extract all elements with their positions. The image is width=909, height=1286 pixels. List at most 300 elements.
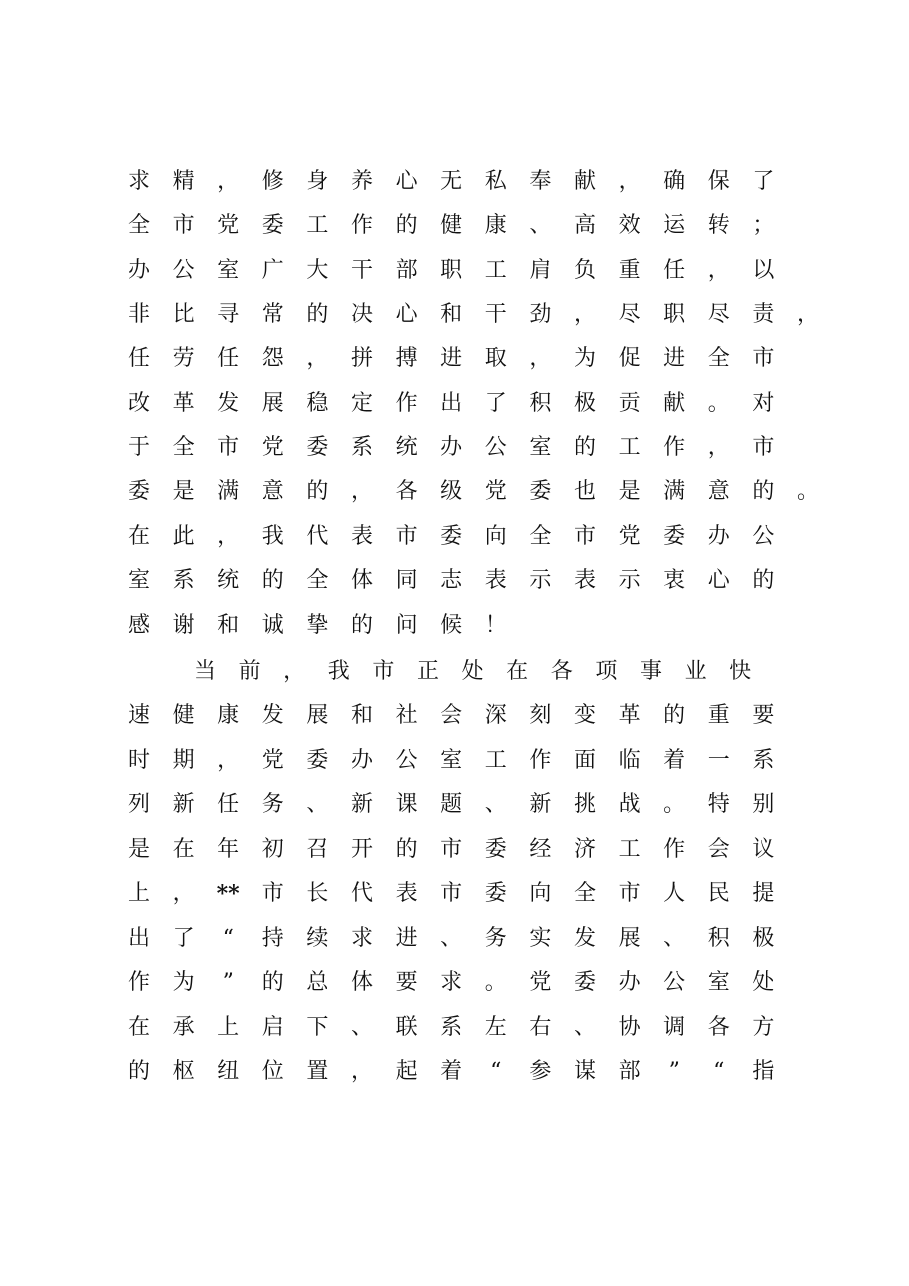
text-char: 心 [707, 568, 730, 593]
text-char: 提 [752, 881, 775, 906]
text-char: 怨 [261, 346, 284, 371]
text-char: 为 [172, 970, 195, 995]
text-char: 重 [618, 258, 641, 283]
text-char: 同 [395, 568, 418, 593]
text-char: 委 [127, 479, 150, 504]
text-char: 是 [172, 479, 195, 504]
text-char: 职 [440, 258, 463, 283]
text-char: 作 [663, 837, 686, 862]
text-char: 劲 [529, 302, 552, 327]
text-char: 、 [573, 1015, 596, 1040]
text-char: 体 [350, 970, 373, 995]
text-char: 和 [350, 703, 373, 728]
text-char: 代 [350, 881, 373, 906]
text-char: 市 [752, 435, 775, 460]
text-char: 室 [707, 970, 730, 995]
text-char: 题 [440, 792, 463, 817]
text-char: 期 [172, 748, 195, 773]
text-char: 系 [440, 1015, 463, 1040]
text-char: 下 [306, 1015, 329, 1040]
text-char: 统 [395, 435, 418, 460]
text-char: 是 [127, 837, 150, 862]
text-char: 处 [752, 970, 775, 995]
text-char: 部 [618, 1059, 641, 1084]
text-char: 新 [529, 792, 552, 817]
text-char: 别 [752, 792, 775, 817]
text-char: 上 [127, 881, 150, 906]
text-char: 工 [306, 213, 329, 238]
text-char: 改 [127, 391, 150, 416]
text-char: 搏 [395, 346, 418, 371]
text-line [126, 559, 886, 603]
text-char: 于 [127, 435, 150, 460]
text-line [126, 204, 886, 248]
text-char: 任 [127, 346, 150, 371]
text-line [126, 515, 886, 559]
text-char: 。 [796, 479, 819, 504]
text-char: 诚 [261, 613, 284, 638]
text-char: 尽 [618, 302, 641, 327]
text-char: 献 [573, 169, 596, 194]
text-char: 大 [306, 258, 329, 283]
text-char: 贡 [618, 391, 641, 416]
text-char: 干 [350, 258, 373, 283]
text-char: 正 [416, 659, 439, 684]
text-char: 办 [440, 435, 463, 460]
text-char: 特 [707, 792, 730, 817]
text-char: 和 [440, 302, 463, 327]
text-char: 运 [663, 213, 686, 238]
text-char: 了 [484, 391, 507, 416]
text-char: 的 [395, 837, 418, 862]
text-char: 进 [440, 346, 463, 371]
text-char: 、 [484, 792, 507, 817]
text-char: 项 [595, 659, 618, 684]
text-char: ， [217, 169, 240, 194]
text-char: 意 [261, 479, 284, 504]
text-char: 重 [707, 703, 730, 728]
text-char: 表 [484, 568, 507, 593]
text-char: 示 [529, 568, 552, 593]
text-char: 的 [127, 1059, 150, 1084]
text-char: 心 [395, 169, 418, 194]
text-char: 养 [350, 169, 373, 194]
text-char: 也 [573, 479, 596, 504]
text-char: 左 [484, 1015, 507, 1040]
text-char: 战 [618, 792, 641, 817]
text-char: 承 [172, 1015, 195, 1040]
text-char: 新 [172, 792, 195, 817]
text-char: 拼 [350, 346, 373, 371]
text-char: 康 [484, 213, 507, 238]
text-char: 各 [707, 1015, 730, 1040]
text-char: 奉 [529, 169, 552, 194]
text-char: 广 [261, 258, 284, 283]
text-line [126, 694, 886, 738]
text-char: 深 [484, 703, 507, 728]
text-char: 室 [127, 568, 150, 593]
text-char: 民 [707, 881, 730, 906]
text-char: 任 [217, 792, 240, 817]
text-char: 在 [172, 837, 195, 862]
text-char: ； [752, 213, 775, 238]
text-char: 寻 [217, 302, 240, 327]
text-char: 健 [440, 213, 463, 238]
text-char: 身 [306, 169, 329, 194]
text-char: 会 [440, 703, 463, 728]
text-char: ， [350, 479, 373, 504]
text-char: 总 [306, 970, 329, 995]
text-line [126, 1050, 886, 1094]
text-char: 务 [484, 926, 507, 951]
text-char: 的 [261, 568, 284, 593]
text-char: 挚 [306, 613, 329, 638]
text-char: 责 [752, 302, 775, 327]
text-char: 革 [172, 391, 195, 416]
text-char: 刻 [529, 703, 552, 728]
text-char: 务 [261, 792, 284, 817]
text-char: 求 [127, 169, 150, 194]
text-char: 确 [663, 169, 686, 194]
text-char: 新 [350, 792, 373, 817]
text-char: 。 [663, 792, 686, 817]
text-char: 位 [261, 1059, 284, 1084]
text-line [126, 828, 886, 872]
text-char: 公 [172, 258, 195, 283]
text-char: 市 [618, 881, 641, 906]
text-char: 此 [172, 524, 195, 549]
text-char: 求 [350, 926, 373, 951]
text-line [126, 293, 886, 337]
text-char: ， [573, 302, 596, 327]
text-char: 的 [573, 435, 596, 460]
text-char: 市 [372, 659, 395, 684]
text-char: 公 [395, 748, 418, 773]
text-char: 快 [729, 659, 752, 684]
text-line [126, 604, 886, 648]
text-line [126, 382, 886, 426]
text-char: 、 [529, 213, 552, 238]
text-char: 候 [440, 613, 463, 638]
text-char: ， [217, 524, 240, 549]
text-char: 表 [395, 881, 418, 906]
text-char: 的 [261, 970, 284, 995]
text-char: 发 [261, 703, 284, 728]
text-char: 着 [663, 748, 686, 773]
text-char: ** [216, 881, 240, 907]
text-char: 议 [752, 837, 775, 862]
text-char: 的 [752, 479, 775, 504]
text-char: 示 [618, 568, 641, 593]
text-char: 部 [395, 258, 418, 283]
text-char: 要 [395, 970, 418, 995]
text-char: “ [713, 1059, 725, 1084]
text-char: 体 [350, 568, 373, 593]
text-char: 初 [261, 837, 284, 862]
text-char: 谋 [573, 1059, 596, 1084]
text-char: 会 [707, 837, 730, 862]
text-char: 取 [484, 346, 507, 371]
text-line [126, 1006, 886, 1050]
text-char: 出 [127, 926, 150, 951]
text-char: 任 [217, 346, 240, 371]
text-char: 全 [707, 346, 730, 371]
text-char: 市 [440, 881, 463, 906]
text-line [126, 160, 886, 204]
text-char: 、 [350, 1015, 373, 1040]
text-char: 康 [217, 703, 240, 728]
text-char: 全 [306, 568, 329, 593]
text-char: 志 [440, 568, 463, 593]
text-char: 经 [529, 837, 552, 862]
text-char: 、 [440, 926, 463, 951]
text-char: 积 [529, 391, 552, 416]
text-char: 委 [573, 970, 596, 995]
text-char: 处 [461, 659, 484, 684]
text-char: 问 [395, 613, 418, 638]
text-line [126, 337, 886, 381]
text-char: 委 [529, 479, 552, 504]
text-char: 业 [684, 659, 707, 684]
text-char: 要 [752, 703, 775, 728]
text-char: 当 [193, 659, 216, 684]
text-char: 各 [550, 659, 573, 684]
text-char: 在 [506, 659, 529, 684]
text-char: ， [707, 258, 730, 283]
text-char: 是 [618, 479, 641, 504]
text-char: 了 [172, 926, 195, 951]
text-char: 满 [217, 479, 240, 504]
text-line [126, 249, 886, 293]
text-char: 促 [618, 346, 641, 371]
text-char: 市 [752, 346, 775, 371]
text-char: 效 [618, 213, 641, 238]
text-char: 课 [395, 792, 418, 817]
text-char: 、 [306, 792, 329, 817]
text-char: 党 [618, 524, 641, 549]
text-char: 列 [127, 792, 150, 817]
text-char: 的 [306, 479, 329, 504]
text-char: 起 [395, 1059, 418, 1084]
text-char: 在 [127, 1015, 150, 1040]
text-char: 肩 [529, 258, 552, 283]
text-char: 市 [573, 524, 596, 549]
text-char: 续 [306, 926, 329, 951]
text-char: 办 [707, 524, 730, 549]
text-char: 表 [350, 524, 373, 549]
text-char: 委 [306, 748, 329, 773]
text-char: 面 [573, 748, 596, 773]
text-line [126, 872, 886, 916]
text-char: ， [796, 302, 819, 327]
text-char: 召 [306, 837, 329, 862]
text-char: 济 [573, 837, 596, 862]
text-char: 我 [327, 659, 350, 684]
text-char: 党 [529, 970, 552, 995]
text-char: 室 [217, 258, 240, 283]
text-char: 各 [395, 479, 418, 504]
text-char: ， [283, 659, 306, 684]
text-char: 献 [663, 391, 686, 416]
text-char: 市 [395, 524, 418, 549]
text-char: 。 [484, 970, 507, 995]
text-char: 以 [752, 258, 775, 283]
text-char: 意 [707, 479, 730, 504]
text-char: 出 [440, 391, 463, 416]
text-char: 上 [217, 1015, 240, 1040]
text-char: 级 [440, 479, 463, 504]
text-char: 公 [484, 435, 507, 460]
text-char: 持 [261, 926, 284, 951]
text-char: 置 [306, 1059, 329, 1084]
text-char: 极 [752, 926, 775, 951]
text-char: 启 [261, 1015, 284, 1040]
text-char: ， [350, 1059, 373, 1084]
text-char: ！ [484, 613, 507, 638]
text-char: 决 [350, 302, 373, 327]
text-char: 协 [618, 1015, 641, 1040]
text-char: 着 [440, 1059, 463, 1084]
text-char: 办 [127, 258, 150, 283]
text-char: 方 [752, 1015, 775, 1040]
text-char: 任 [663, 258, 686, 283]
text-char: “ [222, 926, 234, 951]
text-char: 委 [663, 524, 686, 549]
text-char: 谢 [172, 613, 195, 638]
text-char: 比 [172, 302, 195, 327]
text-char: 健 [172, 703, 195, 728]
text-char: 公 [663, 970, 686, 995]
text-char: 对 [752, 391, 775, 416]
text-char: 向 [484, 524, 507, 549]
text-char: 感 [127, 613, 150, 638]
text-char: 满 [663, 479, 686, 504]
text-char: 联 [395, 1015, 418, 1040]
text-char: 参 [529, 1059, 552, 1084]
text-char: “ [490, 1059, 502, 1084]
text-char: 速 [127, 703, 150, 728]
text-char: 转 [707, 213, 730, 238]
text-char: 展 [618, 926, 641, 951]
text-char: 展 [306, 703, 329, 728]
text-char: 临 [618, 748, 641, 773]
text-char: 公 [752, 524, 775, 549]
text-char: 展 [261, 391, 284, 416]
text-char: 的 [752, 568, 775, 593]
text-char: 党 [261, 748, 284, 773]
text-char: 常 [261, 302, 284, 327]
text-line [126, 739, 886, 783]
text-char: 党 [484, 479, 507, 504]
text-char: ” [222, 970, 234, 995]
text-char: 系 [350, 435, 373, 460]
text-line [126, 783, 886, 827]
text-char: 年 [217, 837, 240, 862]
text-char: 稳 [306, 391, 329, 416]
text-line [126, 961, 886, 1005]
text-char: 修 [261, 169, 284, 194]
text-char: 、 [663, 926, 686, 951]
text-line [126, 470, 886, 514]
text-char: 积 [707, 926, 730, 951]
text-char: 了 [752, 169, 775, 194]
text-char: 发 [217, 391, 240, 416]
text-char: 求 [440, 970, 463, 995]
text-char: 市 [440, 837, 463, 862]
text-char: 衷 [663, 568, 686, 593]
text-char: 定 [350, 391, 373, 416]
text-char: 保 [707, 169, 730, 194]
text-char: 委 [484, 881, 507, 906]
text-char: 代 [306, 524, 329, 549]
paragraph-first-line [192, 650, 909, 694]
text-char: 工 [618, 435, 641, 460]
text-char: 变 [573, 703, 596, 728]
text-char: ， [306, 346, 329, 371]
text-char: 尽 [707, 302, 730, 327]
text-char: 实 [529, 926, 552, 951]
text-char: 右 [529, 1015, 552, 1040]
text-char: 私 [484, 169, 507, 194]
text-char: 室 [529, 435, 552, 460]
text-char: 全 [573, 881, 596, 906]
text-char: 干 [484, 302, 507, 327]
text-char: 无 [440, 169, 463, 194]
text-char: 作 [350, 213, 373, 238]
text-char: 市 [172, 213, 195, 238]
text-char: 精 [172, 169, 195, 194]
text-char: 开 [350, 837, 373, 862]
text-char: 长 [306, 881, 329, 906]
text-char: 高 [573, 213, 596, 238]
text-char: ， [529, 346, 552, 371]
text-char: 党 [261, 435, 284, 460]
text-char: ， [217, 748, 240, 773]
text-char: 在 [127, 524, 150, 549]
text-char: 事 [639, 659, 662, 684]
text-char: 市 [261, 881, 284, 906]
text-char: 统 [217, 568, 240, 593]
text-char: 的 [395, 213, 418, 238]
text-char: 时 [127, 748, 150, 773]
text-char: 我 [261, 524, 284, 549]
text-char: 的 [663, 703, 686, 728]
text-char: 委 [306, 435, 329, 460]
text-char: 和 [217, 613, 240, 638]
text-char: 职 [663, 302, 686, 327]
text-char: 作 [663, 435, 686, 460]
text-char: 委 [261, 213, 284, 238]
text-char: 办 [350, 748, 373, 773]
text-char: 作 [529, 748, 552, 773]
text-char: 革 [618, 703, 641, 728]
text-char: 系 [172, 568, 195, 593]
text-char: 的 [350, 613, 373, 638]
text-line [126, 426, 886, 470]
text-char: 调 [663, 1015, 686, 1040]
text-char: 极 [573, 391, 596, 416]
text-char: 。 [707, 391, 730, 416]
text-char: 纽 [217, 1059, 240, 1084]
text-char: 进 [663, 346, 686, 371]
text-char: 表 [573, 568, 596, 593]
text-char: 市 [217, 435, 240, 460]
text-char: 办 [618, 970, 641, 995]
text-char: 工 [618, 837, 641, 862]
text-char: 委 [440, 524, 463, 549]
text-char: 社 [395, 703, 418, 728]
text-char: 委 [484, 837, 507, 862]
